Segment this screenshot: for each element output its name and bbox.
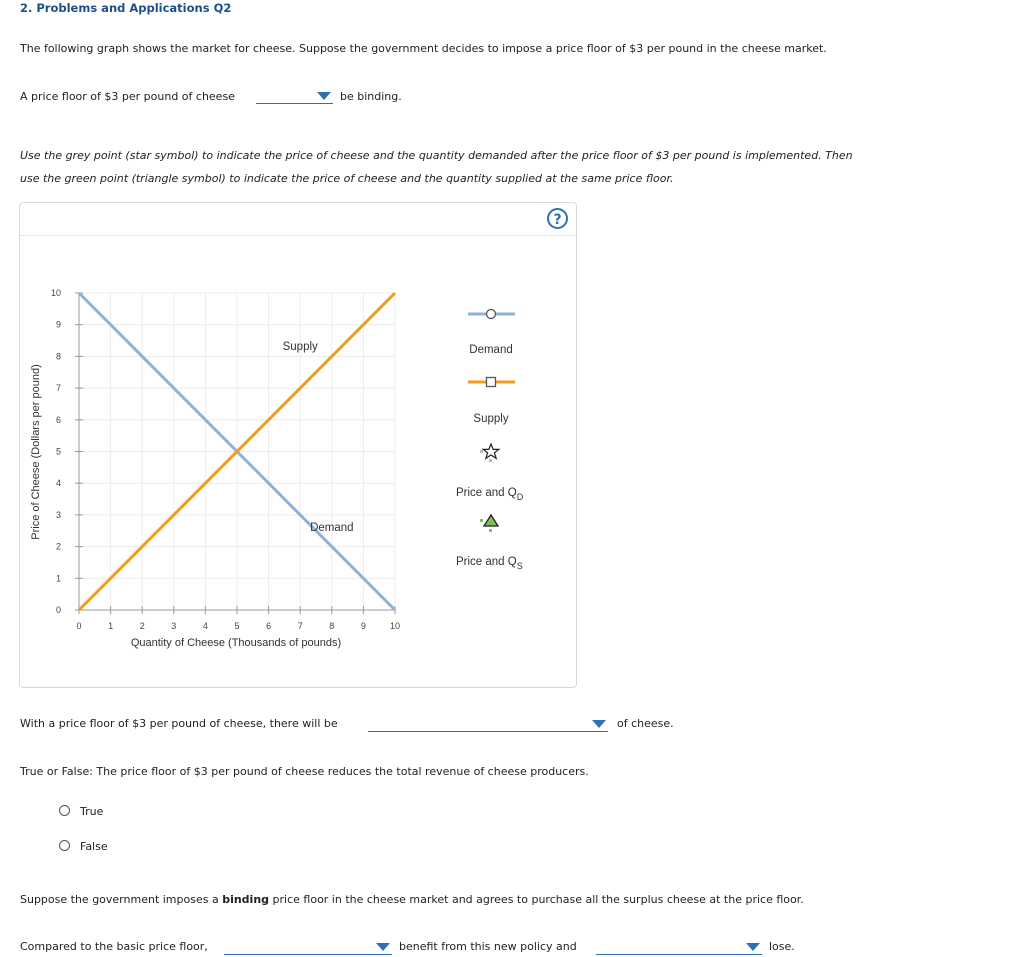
y-tick-label: 2 (55, 541, 61, 552)
q4-text: Suppose the government imposes a binding price floor in the cheese market and agrees to purchase all the surplus cheese at the price floor. (20, 893, 804, 906)
help-icon[interactable]: ? (547, 208, 568, 229)
y-tick-label: 3 (55, 509, 61, 520)
q2-text-before: With a price floor of $3 per pound of cheese, there will be (20, 717, 338, 730)
legend-supply-label: Supply (473, 413, 509, 425)
legend-supply-tool[interactable] (468, 378, 515, 387)
x-tick-label: 2 (139, 621, 145, 631)
y-tick-label: 0 (55, 605, 61, 615)
y-tick-label: 9 (55, 319, 61, 330)
intro-text: The following graph shows the market for cheese. Suppose the government decides to impose a price floor of $3 per pound in the cheese market. (20, 42, 827, 55)
legend-demand-label: Demand (469, 344, 513, 356)
x-tick-label: 10 (389, 621, 401, 631)
y-tick-label: 5 (55, 446, 61, 457)
circle-handle-icon (487, 310, 496, 319)
q3-question: True or False: The price floor of $3 per pound of cheese reduces the total revenue of cheese producers. (20, 765, 589, 778)
y-tick-label: 4 (55, 478, 61, 489)
y-axis-label: Price of Cheese (Dollars per pound) (30, 364, 42, 540)
chevron-down-icon (592, 720, 606, 728)
loser-dropdown[interactable] (596, 940, 762, 955)
radio-false-label[interactable]: False (80, 840, 108, 853)
surplus-shortage-dropdown[interactable] (368, 717, 608, 732)
radio-true-label[interactable]: True (80, 805, 104, 818)
y-tick-label: 1 (55, 573, 61, 584)
y-tick-label: 10 (50, 288, 61, 298)
legend-price-qd-label: Price and $Q_D$ (456, 487, 524, 502)
x-tick-label: 5 (234, 621, 240, 631)
supply-curve-label: Supply (282, 341, 318, 354)
x-tick-label: 3 (171, 621, 177, 631)
x-tick-label: 9 (360, 621, 366, 631)
legend-price-qs-label: Price and $Q_S$ (456, 556, 523, 571)
y-tick-label: 7 (55, 383, 61, 394)
chevron-down-icon (376, 943, 390, 951)
beneficiary-dropdown[interactable] (224, 940, 392, 955)
radio-false[interactable] (59, 840, 70, 851)
q2-text-after: of cheese. (617, 717, 674, 730)
page-title: 2. Problems and Applications Q2 (20, 1, 232, 15)
q5-text-before: Compared to the basic price floor, (20, 940, 208, 953)
chevron-down-icon (746, 943, 760, 951)
demand-curve-label: Demand (310, 521, 354, 534)
x-tick-label: 8 (329, 621, 335, 631)
square-handle-icon (487, 378, 496, 387)
instructions-line-2: use the green point (triangle symbol) to indicate the price of cheese and the quantity supplied at the same price floor. (20, 172, 674, 185)
legend-demand-tool[interactable] (468, 310, 515, 319)
x-tick-label: 6 (266, 621, 272, 631)
q1-text-before: A price floor of $3 per pound of cheese (20, 90, 235, 103)
q1-text-after: be binding. (340, 90, 402, 103)
q5-text-middle: benefit from this new policy and (399, 940, 577, 953)
q5-text-after: lose. (769, 940, 795, 953)
x-tick-label: 1 (108, 621, 114, 631)
x-tick-label: 0 (76, 621, 82, 631)
legend-price-qd-tool[interactable] (480, 444, 499, 462)
radio-true[interactable] (59, 805, 70, 816)
x-tick-label: 4 (202, 621, 208, 631)
x-tick-label: 7 (297, 621, 303, 631)
triangle-icon (484, 515, 498, 526)
x-axis-label: Quantity of Cheese (Thousands of pounds) (130, 637, 342, 649)
y-tick-label: 8 (55, 351, 61, 362)
star-icon (483, 444, 499, 458)
legend-price-qs-tool[interactable] (480, 515, 498, 532)
instructions-line-1: Use the grey point (star symbol) to indicate the price of cheese and the quantity demanded after the price floor of $3 per pound is implemented. Then (20, 149, 853, 162)
y-tick-label: 6 (55, 414, 61, 425)
